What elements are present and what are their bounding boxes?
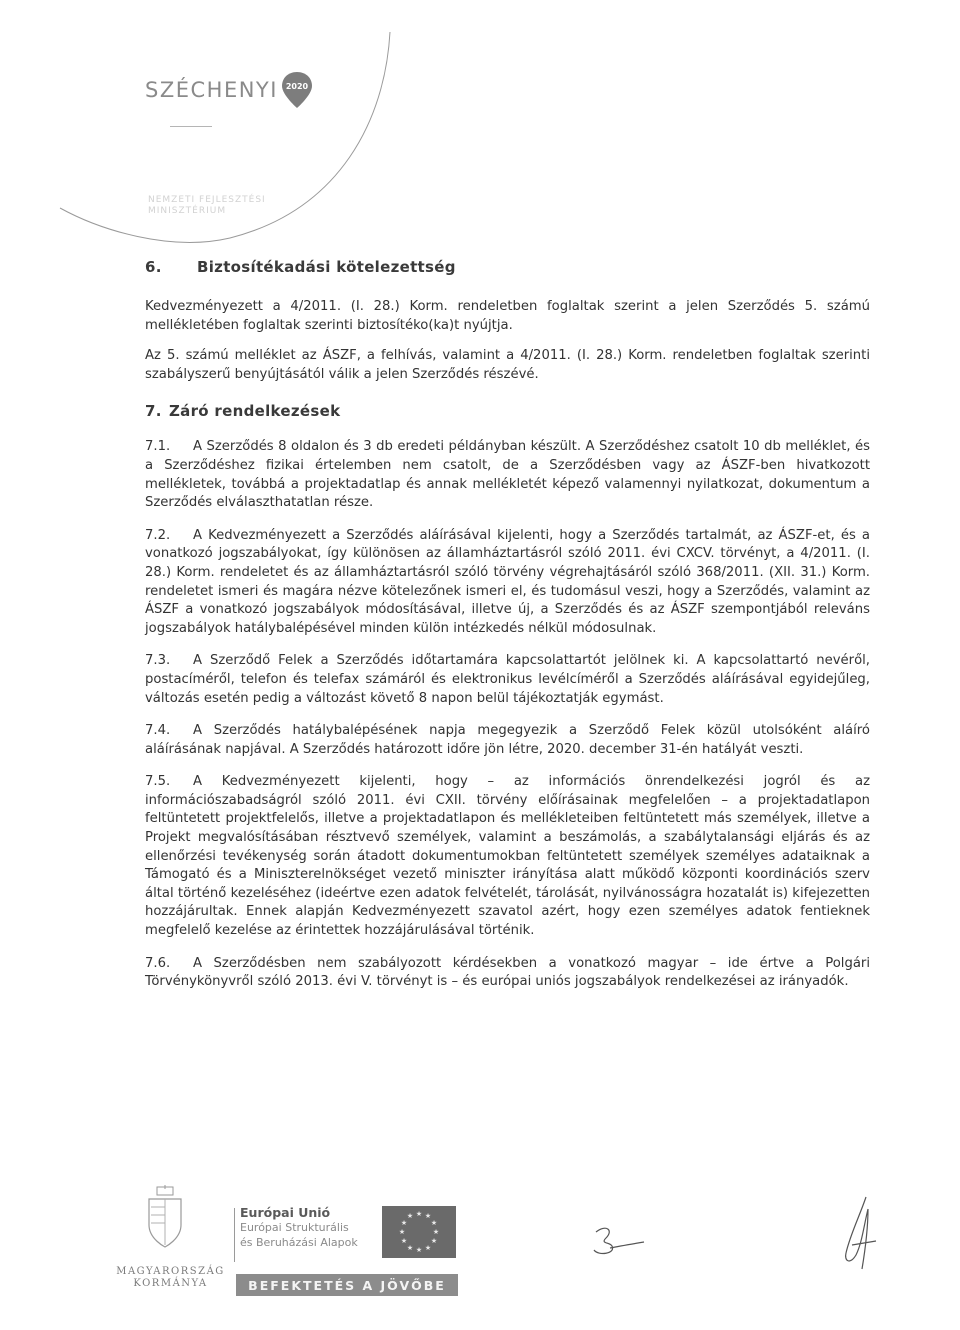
- section-6-paragraph-2: Az 5. számú melléklet az ÁSZF, a felhívás, valamint a 4/2011. (I. 28.) Korm. rendeletben foglaltak szerinti szabályszerű benyújtásától válik a jelen Szerződés részévé.: [145, 348, 870, 382]
- clause-number: 7.5.: [145, 774, 171, 790]
- svg-text:★: ★: [430, 1237, 438, 1245]
- szechenyi-logo: [145, 70, 314, 110]
- eu-title: Európai Unió: [240, 1205, 331, 1220]
- logo-text: SZÉCHENYI: [145, 78, 278, 102]
- coat-of-arms-icon: [143, 1185, 187, 1255]
- clause-7-5: [145, 773, 870, 940]
- eu-label-block: [240, 1205, 358, 1250]
- svg-text:★: ★: [424, 1212, 432, 1220]
- svg-text:★: ★: [424, 1244, 432, 1252]
- svg-text:★: ★: [406, 1244, 414, 1252]
- svg-text:★: ★: [406, 1212, 414, 1220]
- government-label: [108, 1266, 233, 1290]
- eu-subtitle-2: és Beruházási Alapok: [240, 1236, 358, 1249]
- faint-stamp-line1: NEMZETI FEJLESZTÉSI: [148, 195, 266, 205]
- clause-number: 7.4.: [145, 723, 171, 739]
- svg-text:★: ★: [415, 1210, 423, 1218]
- faint-stamp: [148, 195, 266, 217]
- clause-7-4: [145, 722, 870, 759]
- svg-text:★: ★: [415, 1246, 423, 1254]
- clause-text: A Szerződés hatálybalépésének napja megegyezik a Szerződő Felek közül utolsóként aláíró aláírásának napjával. A Szerződés határozott időre jön létre, 2020. december 31-én hatályát veszti.: [145, 723, 870, 757]
- signature-2: [842, 1195, 882, 1275]
- clause-text: A Kedvezményezett a Szerződés aláírásával kijelenti, hogy a Szerződés tartalmát, az ÁSZF-et, és a vonatkozó jogszabályokat, így különösen az államháztartásról szóló 2011. évi CXCV. törvényt, a 4/2011. (I. 28.) Korm. rendeletet és az államháztartásról szóló törvény végrehajtásáról szóló 368/2011. (XII. 31.) Korm. rendeletet ismeri és magára nézve kötelezőnek ismeri el, és tudomásul veszi, hogy a Szerződés, valamint az ÁSZF a vonatkozó jogszabályok módosításával, illetve új, a Szerződés és az ÁSZF szempontjából releváns jogszabályok hatálybalépésével minden külön intézkedés nélkül módosulnak.: [145, 527, 870, 636]
- invest-banner: BEFEKTETÉS A JÖVŐBE: [236, 1274, 458, 1296]
- section-6-paragraph-1: Kedvezményezett a 4/2011. (I. 28.) Korm. rendeletben foglaltak szerint a jelen Szerződés 5. számú mellékletében foglaltak szerinti biztosítéko(ka)t nyújtja.: [145, 299, 870, 333]
- section-number: 6.: [145, 258, 162, 276]
- eu-subtitle-1: Európai Strukturális: [240, 1221, 349, 1234]
- clause-7-1: [145, 438, 870, 512]
- section-title: Záró rendelkezések: [169, 402, 341, 421]
- clause-7-3: [145, 652, 870, 708]
- eu-flag-icon: [382, 1206, 456, 1258]
- section-6-heading: [145, 258, 870, 276]
- logo-badge-icon: [280, 70, 314, 110]
- clause-number: 7.6.: [145, 955, 171, 971]
- clause-text: A Szerződés 8 oldalon és 3 db eredeti példányban készült. A Szerződéshez csatolt 10 db melléklet, és a Szerződéshez fizikai értelemben nem csatolt, de a Szerződésben vagy az ÁSZF-ben hivatkozott mellékletek, továbbá a projektadatlap és annak mellékletét képező valamennyi nyilatkozat, dokumentum a Szerződés elválaszthatatlan része.: [145, 439, 870, 511]
- clause-number: 7.3.: [145, 653, 171, 669]
- logo-badge-text: 2020: [285, 82, 309, 91]
- clause-text: A Kedvezményezett kijelenti, hogy – az információs önrendelkezési jogról és az információszabadságról szóló 2011. évi CXII. törvény előírásainak megfelelően – a projektadatlapon feltüntetett projektfelelős, illetve a projektadatlapon és mellékleteiben feltüntetett más személyek, illetve a Projekt megvalósításában résztvevő személyek, valamint a beszámolás, a szabálytalansági eljárás és az ellenőrzési tevékenység során átadott dokumentumokban feltüntetett személyek személyes adataiknak a Támogató és a Miniszterelnökséget vezető miniszter irányítása alatt működő központi koordinációs szerv által történő kezeléséhez (ideértve ezen adatok felvételét, tárolását, nyilvánosságra hozatalát is) kifejezetten hozzájárultak. Ennek alapján Kedvezményezett szavatol azért, hogy ezen személyes adatok fentieknek megfelelő kezelése az érintettek hozzájárulásával történik.: [145, 774, 870, 939]
- government-label-line2: KORMÁNYA: [133, 1278, 208, 1289]
- document-body: [145, 258, 870, 1006]
- section-number: 7.: [145, 402, 162, 421]
- eu-divider: [234, 1208, 235, 1262]
- clause-number: 7.1.: [145, 439, 171, 455]
- clause-7-2: [145, 527, 870, 639]
- faint-stamp-line2: MINISZTÉRIUM: [148, 206, 227, 216]
- clause-text: A Szerződésben nem szabályozott kérdésekben a vonatkozó magyar – ide értve a Polgári Törvénykönyvről szóló 2013. évi V. törvényt is – és európai uniós jogszabályok rendelkezései az irányadók.: [145, 955, 870, 990]
- signature-1: [588, 1220, 648, 1260]
- government-label-line1: MAGYARORSZÁG: [116, 1266, 225, 1277]
- clause-number: 7.2.: [145, 527, 171, 543]
- svg-text:★: ★: [430, 1219, 438, 1227]
- section-7-heading: [145, 402, 870, 420]
- logo-underline: [170, 126, 212, 127]
- decorative-curve: [40, 30, 400, 250]
- svg-text:★: ★: [432, 1228, 440, 1236]
- svg-text:★: ★: [400, 1237, 408, 1245]
- svg-text:★: ★: [400, 1219, 408, 1227]
- section-title: Biztosítékadási kötelezettség: [197, 258, 456, 276]
- clause-7-6: [145, 955, 870, 992]
- clause-text: A Szerződő Felek a Szerződés időtartamára kapcsolattartót jelölnek ki. A kapcsolattartó nevéről, postacíméről, telefon és telefax számáról és elektronikus levélcíméről a Szerződés aláírásával egyidejűleg, változás esetén pedig a változást követő 8 napon belül tájékoztatják egymást.: [145, 653, 870, 706]
- svg-text:★: ★: [398, 1228, 406, 1236]
